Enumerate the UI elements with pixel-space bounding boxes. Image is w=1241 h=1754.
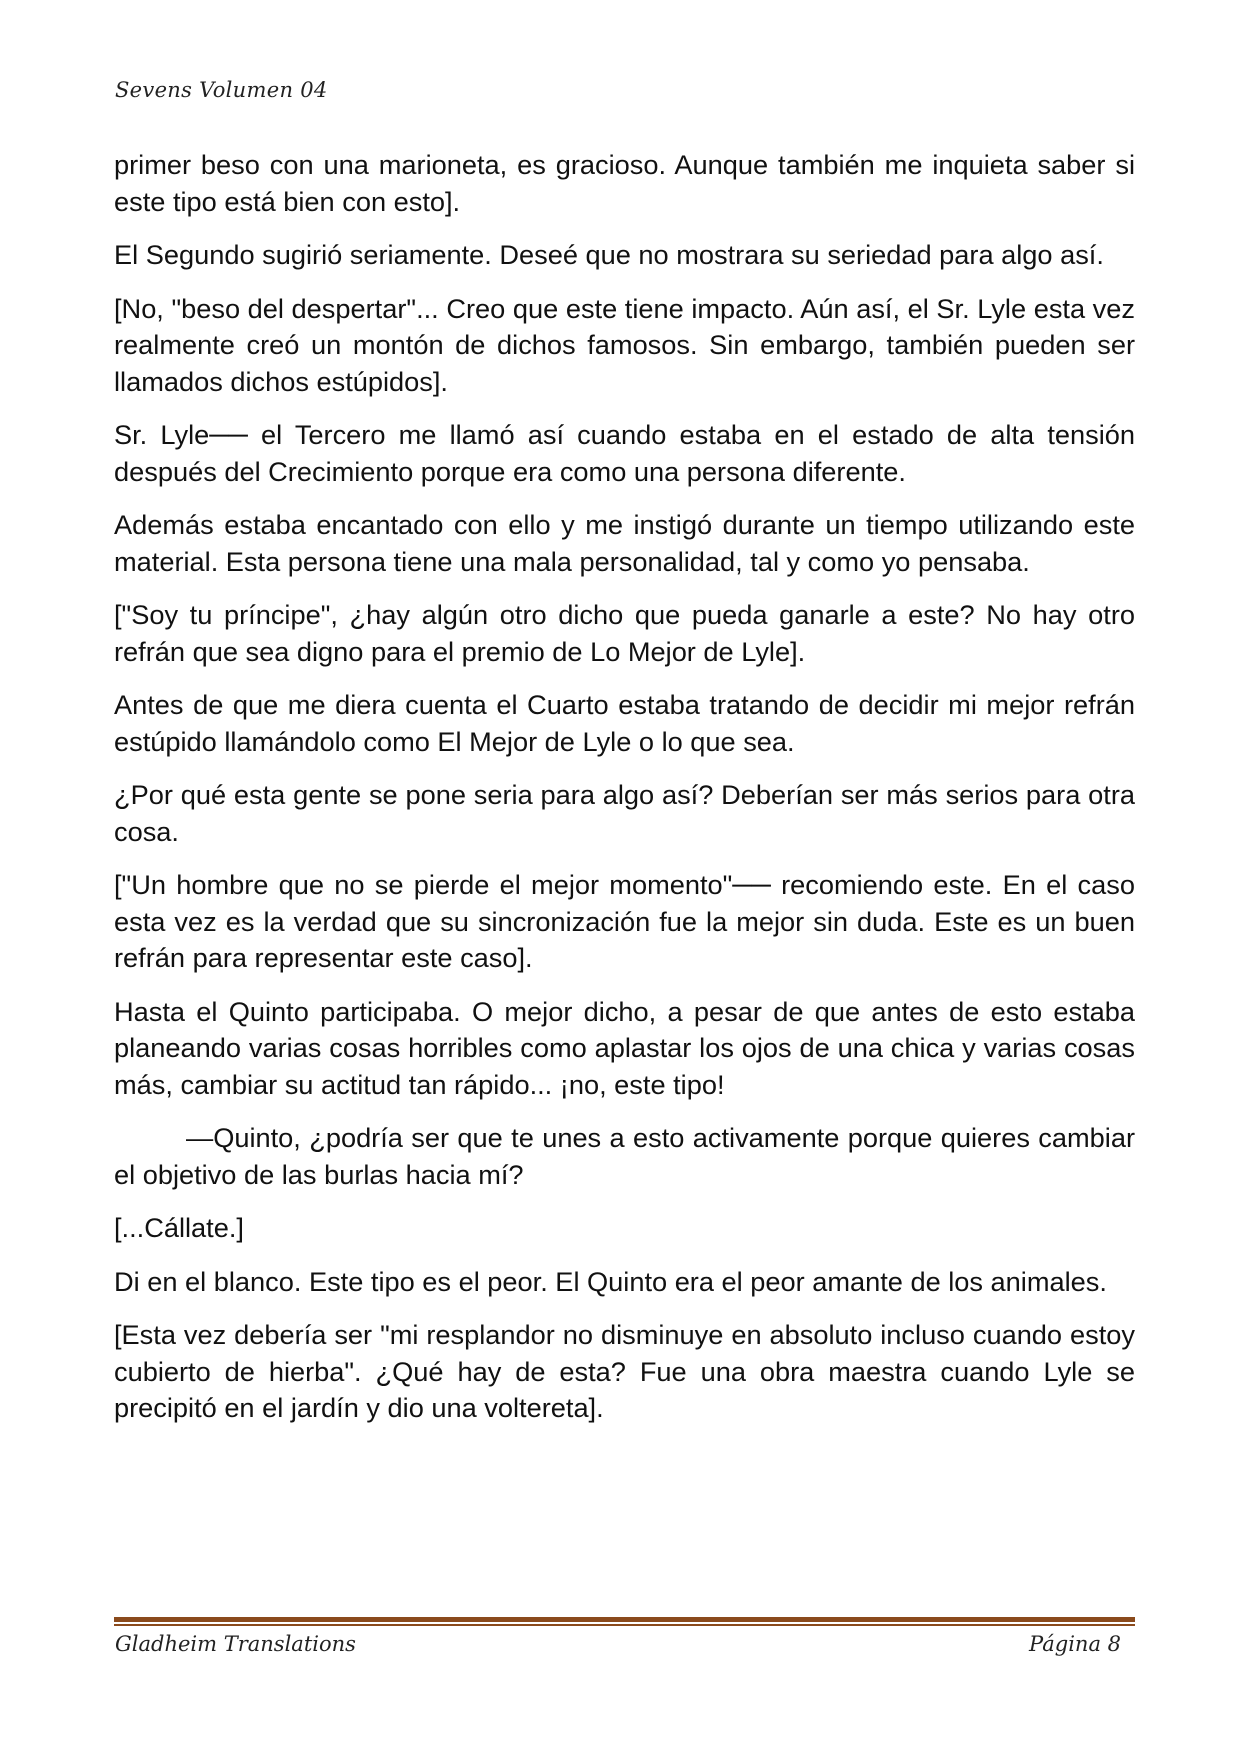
- paragraph: Di en el blanco. Este tipo es el peor. El Quinto era el peor amante de los animales.: [114, 1265, 1107, 1297]
- paragraph: Sr. Lyle── el Tercero me llamó así cuando estaba en el estado de alta tensión después del Crecimiento porque era como una persona diferente.: [114, 419, 1135, 487]
- paragraph: [...Cállate.]: [114, 1212, 244, 1243]
- paragraph: Hasta el Quinto participaba. O mejor dicho, a pesar de que antes de esto estaba planeando varias cosas horribles como aplastar los ojos de una chica y varias cosas más, cambiar su actitud tan rápido... ¡no, este tipo!: [114, 995, 1135, 1100]
- paragraph: primer beso con una marioneta, es gracioso. Aunque también me inquieta saber si este tipo está bien con esto].: [114, 149, 1135, 217]
- paragraph: El Segundo sugirió seriamente. Deseé que no mostrara su seriedad para algo así.: [114, 239, 1104, 270]
- paragraph: Además estaba encantado con ello y me instigó durante un tiempo utilizando este material. Esta persona tiene una mala personalidad, tal y como yo pensaba.: [114, 509, 1135, 577]
- paragraph: ["Soy tu príncipe", ¿hay algún otro dicho que pueda ganarle a este? No hay otro refrán que sea digno para el premio de Lo Mejor de Lyle].: [114, 599, 1135, 667]
- paragraph: —Quinto, ¿podría ser que te unes a esto activamente porque quieres cambiar el objetivo de las burlas hacia mí?: [114, 1122, 1135, 1190]
- paragraph: Antes de que me diera cuenta el Cuarto estaba tratando de decidir mi mejor refrán estúpido llamándolo como El Mejor de Lyle o lo que sea.: [114, 689, 1135, 757]
- paragraph: [No, "beso del despertar"... Creo que este tiene impacto. Aún así, el Sr. Lyle esta vez realmente creó un montón de dichos famosos. Sin embargo, también pueden ser llamados dichos estúpidos].: [114, 292, 1135, 397]
- body-text: [114, 147, 1135, 1444]
- paragraph: [Esta vez debería ser "mi resplandor no disminuye en absoluto incluso cuando estoy cubierto de hierba". ¿Qué hay de esta? Fue una obra maestra cuando Lyle se precipitó en el jardín y dio una voltereta].: [114, 1319, 1135, 1423]
- footer-divider-thin: [114, 1624, 1135, 1626]
- header-title: Sevens Volumen 04: [115, 78, 328, 102]
- footer-publisher: Gladheim Translations: [115, 1632, 356, 1656]
- paragraph: ¿Por qué esta gente se pone seria para algo así? Deberían ser más serios para otra cosa.: [114, 779, 1135, 847]
- footer-divider-thick: [114, 1617, 1135, 1622]
- paragraph: ["Un hombre que no se pierde el mejor momento"── recomiendo este. En el caso esta vez es la verdad que su sincronización fue la mejor sin duda. Este es un buen refrán para representar este caso].: [114, 869, 1135, 973]
- page-number: Página 8: [1029, 1632, 1121, 1656]
- footer-divider: [114, 1617, 1135, 1626]
